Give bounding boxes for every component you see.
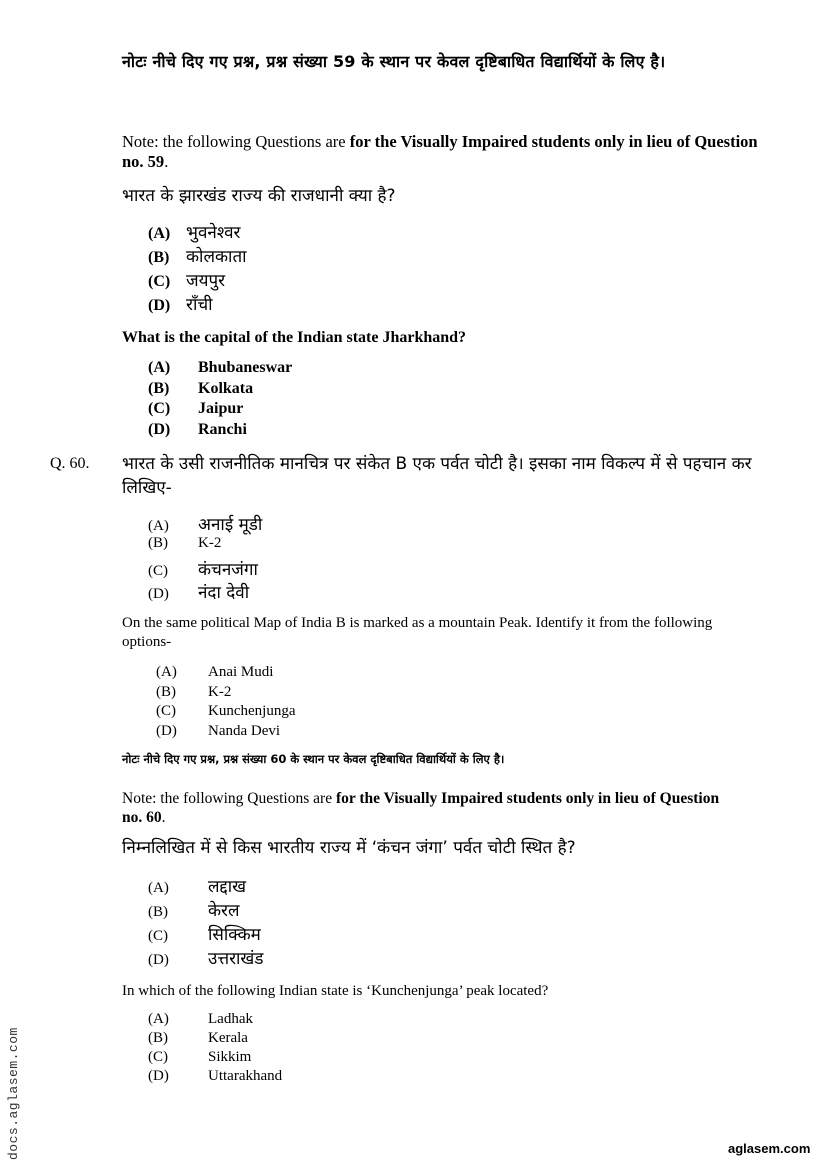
option-letter: (D) xyxy=(148,1068,169,1084)
option-c[interactable] xyxy=(148,268,247,292)
side-watermark: docs.aglasem.com xyxy=(6,1027,21,1160)
option-a[interactable] xyxy=(148,1011,282,1030)
option-letter: (D) xyxy=(148,952,169,968)
option-letter: (B) xyxy=(156,683,176,700)
options-english-59vi xyxy=(148,359,292,441)
footer-watermark: aglasem.com xyxy=(728,1141,811,1156)
option-letter: (D) xyxy=(148,585,169,602)
option-text: कंचनजंगा xyxy=(198,560,258,580)
note-bold: for the Visually Impaired students only in lieu of Question no. 60 xyxy=(122,790,720,826)
option-c[interactable] xyxy=(148,557,262,580)
option-c[interactable] xyxy=(148,1049,282,1068)
option-b[interactable] xyxy=(148,898,263,922)
option-letter: (B) xyxy=(148,1030,168,1046)
option-text: Sikkim xyxy=(208,1049,252,1065)
options-hindi-60vi xyxy=(148,874,263,970)
note-prefix: Note: the following Questions are xyxy=(122,790,336,807)
option-text: Ladhak xyxy=(208,1011,253,1027)
vi-note-hindi-59: नोटः नीचे दिए गए प्रश्न, प्रश्न संख्या 59 के स्थान पर केवल दृष्टिबाधित विद्यार्थियों के लिए है। xyxy=(122,52,666,71)
option-letter: (B) xyxy=(148,534,168,551)
options-english-60 xyxy=(156,664,295,742)
option-text: Bhubaneswar xyxy=(198,359,293,376)
option-d[interactable] xyxy=(156,723,295,743)
option-text: उत्तराखंड xyxy=(208,949,264,969)
option-text: केरल xyxy=(208,901,240,921)
question-english-60: On the same political Map of India B is marked as a mountain Peak. Identify it from the following options- xyxy=(122,615,713,650)
option-letter: (A) xyxy=(148,359,171,376)
option-letter: (B) xyxy=(148,249,170,266)
option-text: Kolkata xyxy=(198,379,254,397)
option-c[interactable] xyxy=(148,922,263,946)
option-text: सिक्किम xyxy=(208,925,261,945)
option-letter: (C) xyxy=(148,273,171,290)
option-text: K-2 xyxy=(208,683,232,700)
option-d[interactable] xyxy=(148,292,247,316)
option-text: लद्दाख xyxy=(208,877,247,897)
question-hindi-59vi: भारत के झारखंड राज्य की राजधानी क्या है? xyxy=(122,186,396,206)
option-a[interactable] xyxy=(148,220,247,244)
option-b[interactable] xyxy=(148,244,247,268)
option-letter: (C) xyxy=(156,703,176,719)
option-c[interactable] xyxy=(156,703,295,723)
option-text: नंदा देवी xyxy=(198,582,250,603)
vi-note-english-59 xyxy=(122,132,772,172)
option-text: Kunchenjunga xyxy=(208,703,296,719)
option-letter: (B) xyxy=(148,904,168,920)
option-a[interactable] xyxy=(148,512,262,535)
option-letter: (A) xyxy=(148,1011,169,1027)
option-letter: (C) xyxy=(148,563,168,579)
option-text: कोलकाता xyxy=(186,247,247,267)
option-d[interactable] xyxy=(148,580,262,603)
options-english-60vi xyxy=(148,1011,282,1087)
option-text: Kerala xyxy=(208,1030,248,1046)
options-hindi-59vi xyxy=(148,220,247,316)
option-a[interactable] xyxy=(156,664,295,684)
option-b[interactable] xyxy=(148,1030,282,1049)
option-b[interactable] xyxy=(156,684,295,704)
option-text: अनाई मूडी xyxy=(198,515,263,535)
option-text: Ranchi xyxy=(198,420,247,438)
option-text: भुवनेश्वर xyxy=(186,223,241,243)
option-letter: (C) xyxy=(148,928,168,944)
option-letter: (A) xyxy=(148,880,169,896)
question-hindi-60: भारत के उसी राजनीतिक मानचित्र पर संकेत B एक पर्वत चोटी है। इसका नाम विकल्प में से पहचान कर लिखिए- xyxy=(122,454,752,498)
option-letter: (D) xyxy=(148,420,171,438)
options-hindi-60 xyxy=(148,512,262,602)
option-letter: (C) xyxy=(148,400,171,417)
option-letter: (A) xyxy=(148,225,171,242)
question-english-60vi: In which of the following Indian state is ‘Kunchenjunga’ peak located? xyxy=(122,983,549,999)
option-b[interactable] xyxy=(148,380,292,401)
option-c[interactable] xyxy=(148,400,292,421)
option-text: जयपुर xyxy=(186,271,226,291)
option-letter: (B) xyxy=(148,379,170,397)
option-d[interactable] xyxy=(148,946,263,970)
note-bold: for the Visually Impaired students only in lieu of Question no. 59 xyxy=(122,132,758,171)
option-text: Jaipur xyxy=(198,400,244,417)
note-suffix: . xyxy=(164,152,169,171)
option-text: Anai Mudi xyxy=(208,664,274,680)
option-text: Uttarakhand xyxy=(208,1068,283,1084)
question-english-59vi: What is the capital of the Indian state Jharkhand? xyxy=(122,329,467,346)
vi-note-hindi-60: नोटः नीचे दिए गए प्रश्न, प्रश्न संख्या 60 के स्थान पर केवल दृष्टिबाधित विद्यार्थियों के लिए है। xyxy=(122,752,505,766)
option-d[interactable] xyxy=(148,1068,282,1087)
option-d[interactable] xyxy=(148,421,292,442)
option-letter: (D) xyxy=(156,722,177,739)
option-text: Nanda Devi xyxy=(208,722,281,739)
option-text: K-2 xyxy=(198,534,222,551)
option-text: राँची xyxy=(186,295,213,315)
note-suffix: . xyxy=(161,809,166,826)
option-letter: (C) xyxy=(148,1049,168,1065)
question-number-60: Q. 60. xyxy=(50,455,90,472)
question-hindi-60vi: निम्नलिखित में से किस भारतीय राज्य में ‘कंचन जंगा’ पर्वत चोटी स्थित है? xyxy=(122,838,576,858)
option-letter: (A) xyxy=(156,664,177,680)
option-a[interactable] xyxy=(148,359,292,380)
option-b[interactable] xyxy=(148,535,262,558)
note-prefix: Note: the following Questions are xyxy=(122,132,350,151)
option-letter: (A) xyxy=(148,518,169,534)
option-letter: (D) xyxy=(148,297,171,314)
option-a[interactable] xyxy=(148,874,263,898)
vi-note-english-60 xyxy=(122,789,742,827)
